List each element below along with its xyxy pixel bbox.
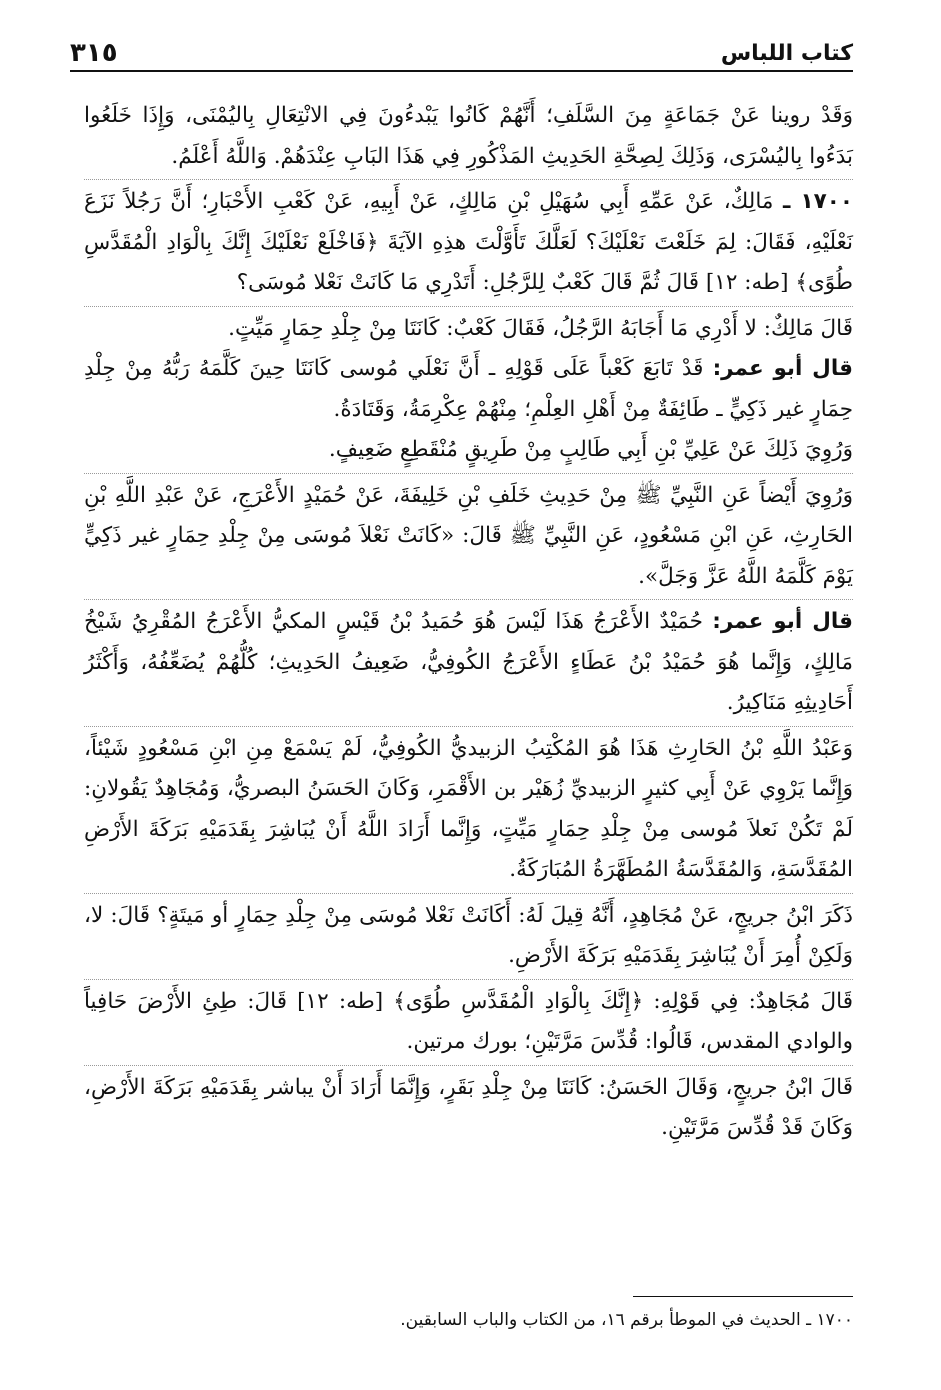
paragraph: [84, 473, 853, 598]
paragraph-text: وَقَدْ روينا عَنْ جَمَاعَةٍ مِنَ السَّلَفِ؛ أَنَّهُمْ كَانُوا يَبْدءُونَ فِي الانْتِعَالِ بِاليُمْنَى، وَإِذَا خَلَعُوا بَدَءُوا بِاليُسْرَى، وَذَلِكَ لِصِحَّةِ الحَدِيثِ المَذْكُورِ فِي هَذَا البَابِ عِنْدَهُمْ. وَاللَّهُ أَعْلَمُ.: [84, 103, 853, 169]
paragraph-text: ذَكَرَ ابْنُ جريجٍ، عَنْ مُجَاهِدٍ، أَنَّهُ قِيلَ لَهُ: أَكَانَتْ نَعْلا مُوسَى مِنْ جِلْدِ حِمَارٍ أو مَيتَةٍ؟ قَالَ: لا، وَلَكِنْ أُمِرَ أَنْ يُبَاشِرَ بِقَدَمَيْهِ بَرَكَةَ الأَرْضِ.: [84, 902, 853, 968]
paragraph-text: قَالَ ابْنُ جريجٍ، وَقَالَ الحَسَنُ: كَانَتَا مِنْ جِلْدِ بَقَرٍ، وَإِنَّمَا أَرَادَ أَنْ يباشر بِقَدَمَيْهِ بَرَكَةَ الأَرْضِ، وَكَانَ قَدْ قُدِّسَ مَرَّتَيْنِ.: [84, 1074, 853, 1140]
paragraph: [84, 726, 853, 891]
paragraph: [84, 979, 853, 1063]
commentary-paragraph: [84, 599, 853, 724]
footnote: ١٧٠٠ ـ الحديث في الموطأ برقم ١٦، من الكتاب والباب السابقين.: [400, 1310, 853, 1330]
page-number: ٣١٥: [70, 38, 118, 68]
paragraph-text: قَدْ تَابَعَ كَعْباً عَلَى قَوْلِهِ ـ أَنَّ نَعْلَي مُوسى كَانَتَا حِينَ كَلَّمَهُ رَبُّهُ مِنْ جِلْدِ حِمَارٍ غير ذَكِيٍّ ـ طَائِفَةٌ مِنْ أَهْلِ العِلْمِ؛ مِنْهُمْ عِكْرِمَةُ، وَقَتَادَةُ.: [84, 356, 853, 422]
paragraph-text: وَرُوِيَ أَيْضاً عَنِ النَّبِيِّ ﷺ مِنْ حَدِيثِ خَلَفِ بْنِ خَلِيفَةَ، عَنْ حُمَيْدٍ الأَعْرَجِ، عَنْ عَبْدِ اللَّهِ بْنِ الحَارِثِ، عَنِ ابْنِ مَسْعُودٍ، عَنِ النَّبِيِّ ﷺ قَالَ: «كَانَتْ نَعْلاَ مُوسَى مِنْ جِلْدِ حِمَارٍ غير ذَكِيٍّ يَوْمَ كَلَّمَهُ اللَّهُ عَزَّ وَجَلَّ».: [84, 482, 853, 589]
paragraph-text: حُمَيْدٌ الأَعْرَجُ هَذَا لَيْسَ هُوَ حُمَيدُ بْنُ قَيْسٍ المكيُّ الأَعْرَجُ المُقْرِيُ شَيْخُ مَالِكٍ، وَإِنَّما هُوَ حُمَيْدُ بْنُ عَطَاءٍ الأَعْرَجُ الكُوفِيُّ، ضَعِيفُ الحَدِيثِ؛ كُلُّهُمْ يُضَعِّفُهُ، وَأَكْثَرُ أَحَادِيثِهِ مَنَاكِيرُ.: [84, 609, 853, 715]
paragraph-text: مَالِكٌ، عَنْ عَمِّهِ أَبِي سُهَيْلِ بْنِ مَالِكٍ، عَنْ أَبِيهِ، عَنْ كَعْبِ الأَحْبَارِ؛ أَنَّ رَجُلاً نَزَعَ نَعْلَيْهِ، فَقَالَ: لِمَ خَلَعْتَ نَعْلَيْكَ؟ لَعَلَّكَ تَأَوَّلْتَ هذِهِ الآيَةَ ﴿فَاخْلَعْ نَعْلَيْكَ إِنَّكَ بِالْوَادِ الْمُقَدَّسِ طُوًى﴾ [طه: ١٢] قَالَ ثُمَّ قَالَ كَعْبٌ لِلرَّجُلِ: أَتَدْرِي مَا كَانَتْ نَعْلا مُوسَى؟: [84, 189, 853, 295]
paragraph: [84, 306, 853, 350]
hadith-number: ١٧٠٠ ـ: [782, 189, 853, 214]
speaker-label: قال أبو عمر:: [712, 609, 853, 634]
paragraph-text: قَالَ مَالِكٌ: لا أَدْرِي مَا أَجَابَهُ الرَّجُلُ، فَقَالَ كَعْبٌ: كَانَتَا مِنْ جِلْدِ حِمَارٍ مَيِّتٍ.: [228, 315, 853, 341]
hadith-paragraph: [84, 179, 853, 304]
paragraph: [84, 96, 853, 177]
paragraph-text: قَالَ مُجَاهِدٌ: فِي قَوْلِهِ: ﴿إِنَّكَ بِالْوَادِ الْمُقَدَّسِ طُوًى﴾ [طه: ١٢] قَالَ: طِئِ الأَرْضَ حَافِياً والوادي المقدس، قَالُوا: قُدِّسَ مَرَّتَيْنِ؛ بورك مرتين.: [84, 988, 853, 1054]
paragraph-text: وَرُوِيَ ذَلِكَ عَنْ عَلِيِّ بْنِ أَبِي طَالِبٍ مِنْ طَرِيقٍ مُنْقَطِعٍ ضَعِيفٍ.: [328, 437, 853, 462]
paragraph-text: وَعَبْدُ اللَّهِ بْنُ الحَارِثِ هَذَا هُوَ المُكْتِبُ الزبيديُّ الكُوفِيُّ، لَمْ يَسْمَعْ مِنِ ابْنِ مَسْعُودٍ شَيْئاً، وَإِنَّما يَرْوِي عَنْ أَبِي كثيرٍ الزبيديِّ زُهَيْر بن الأَقْمَرِ، وَكَانَ الحَسَنُ البصريُّ، وَمُجَاهِدٌ يَقُولانِ: لَمْ تَكُنْ نَعلاَ مُوسى مِنْ جِلْدِ حِمَارٍ مَيِّتٍ، وَإِنَّما أَرَادَ اللَّهُ أَنْ يُبَاشِرَ بِقَدَمَيْهِ بَرَكَةَ الأَرْضِ المُقَدَّسَةِ، وَالمُقَدَّسَةُ المُطَهَّرَةُ المُبَارَكَةُ.: [84, 735, 853, 882]
page-header: [70, 30, 853, 72]
footnote-divider: [633, 1296, 853, 1297]
speaker-label: قال أبو عمر:: [712, 356, 853, 381]
paragraph: [84, 1065, 853, 1149]
main-text: [84, 96, 853, 1149]
chapter-title: كتاب اللباس: [720, 41, 853, 66]
paragraph: [84, 430, 853, 471]
paragraph: [84, 893, 853, 977]
commentary-paragraph: [84, 349, 853, 430]
